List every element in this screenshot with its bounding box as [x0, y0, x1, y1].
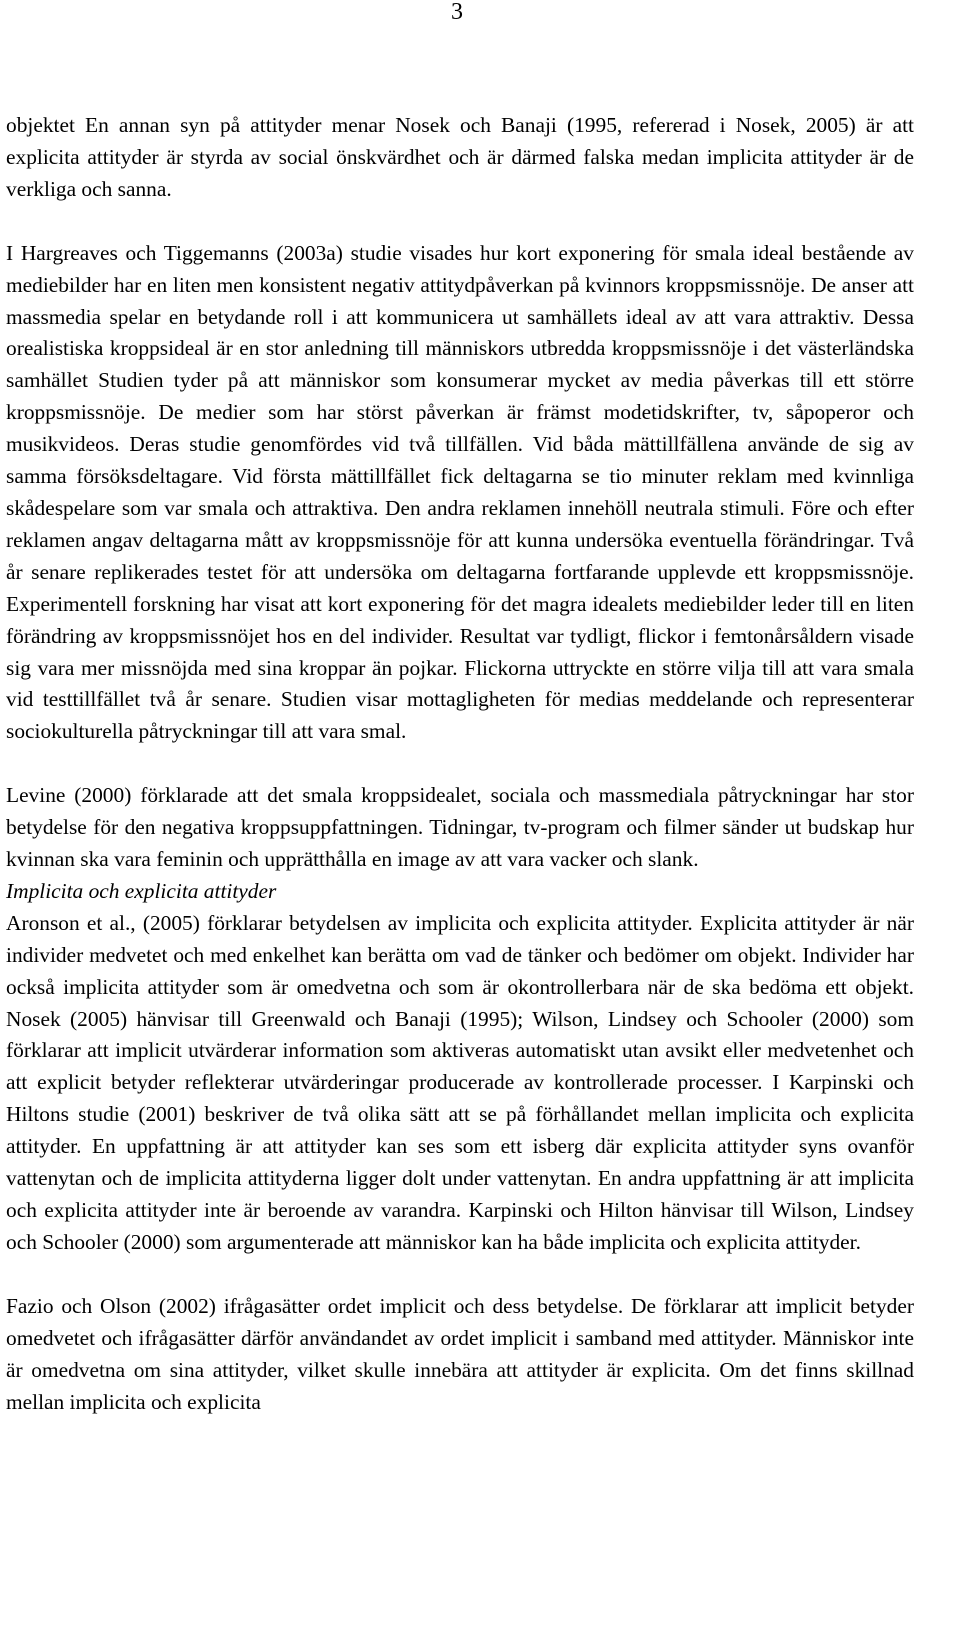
paragraph-intro: objektet En annan syn på attityder menar Nosek och Banaji (1995, refererad i Nosek, 2005) är att explicita attityder är styrda av social önskvärdhet och är därmed falska medan implicita attityder är de verkliga och sanna. — [6, 113, 914, 201]
paragraph-fazio: Fazio och Olson (2002) ifrågasätter ordet implicit och dess betydelse. De förklarar att implicit betyder omedvetet och ifrågasätter därför användandet av ordet implicit i samband med attityder. Människor inte är omedvetna om sina attityder, vilket skulle innebära att attityder är explicita. Om det finns skillnad mellan implicita och explicita — [6, 1293, 914, 1414]
paragraph-hargreaves: I Hargreaves och Tiggemanns (2003a) studie visades hur kort exponering för smala ideal bestående av mediebilder har en liten men konsistent negativ attitydpåverkan på kvinnors kroppsmissnöje. De anser att massmedia spelar en betydande roll i att kommunicera ut samhällets ideal av att vara attraktiv. Dessa orealistiska kroppsideal är en stor anledning till människors utbredda kroppsmissnöje i det västerländska samhället Studien tyder på att människor som konsumerar mycket av media påverkas till ett större kroppsmissnöje. De medier som har störst påverkan är främst modetidskrifter, tv, såpoperor och musikvideos. Deras studie genomfördes vid två tillfällen. Vid båda mättillfällena använde de sig av samma försöksdeltagare. Vid första mättillfället fick deltagarna se tio minuter reklam med kvinnliga skådespelare som var smala och attraktiva. Den andra reklamen innehöll neutrala stimuli. Före och efter reklamen angav deltagarna mått av kroppsmissnöje för att kunna undersöka eventuella förändringar. Två år senare replikerades testet för att undersöka om deltagarna fortfarande upplevde ett kroppsmissnöje. Experimentell forskning har visat att kort exponering för det magra idealets mediebilder leder till en liten förändring av kroppsmissnöjet hos en del individer. Resultat var tydligt, flickor i femtonårsåldern visade sig vara mer missnöjda med sina kroppar än pojkar. Flickorna uttryckte en större vilja till att vara smala vid testtillfället två år senare. Studien visar mottagligheten för medias meddelande och representerar sociokulturella påtryckningar till att vara smal. — [6, 240, 914, 744]
section-heading: Implicita och explicita attityder — [6, 878, 277, 903]
page-number: 3 — [451, 0, 463, 25]
paragraph-aronson: Aronson et al., (2005) förklarar betydelsen av implicita och explicita attityder. Explicita attityder är när individer medvetet och med enkelhet kan berätta om vad de tänker och bedömer om objekt. Individer har också implicita attityder som är omedvetna och som är okontrollerbara när de ska bedöma ett objekt. Nosek (2005) hänvisar till Greenwald och Banaji (1995); Wilson, Lindsey och Schooler (2000) som förklarar att implicit utvärderar information som aktiveras automatiskt utan avsikt eller medvetenhet och att explicit betyder reflekterar utvärderingar producerade av kontrollerade processer. I Karpinski och Hiltons studie (2001) beskriver de två olika sätt att se på förhållandet mellan implicita och explicita attityder. En uppfattning är att attityder kan ses som ett isberg där explicita attityder syns ovanför vattenytan och de implicita attityderna ligger dolt under vattenytan. En andra uppfattning är att implicita och explicita attityder inte är beroende av varandra. Karpinski och Hilton hänvisar till Wilson, Lindsey och Schooler (2000) som argumenterade att människor kan ha både implicita och explicita attityder. — [6, 910, 914, 1254]
paragraph-levine: Levine (2000) förklarade att det smala kroppsidealet, sociala och massmediala påtryckningar har stor betydelse för den negativa kroppsuppfattningen. Tidningar, tv-program och filmer sänder ut budskap hur kvinnan ska vara feminin och upprätthålla en image av att vara vacker och slank. — [6, 783, 914, 872]
document-body — [6, 110, 914, 1418]
